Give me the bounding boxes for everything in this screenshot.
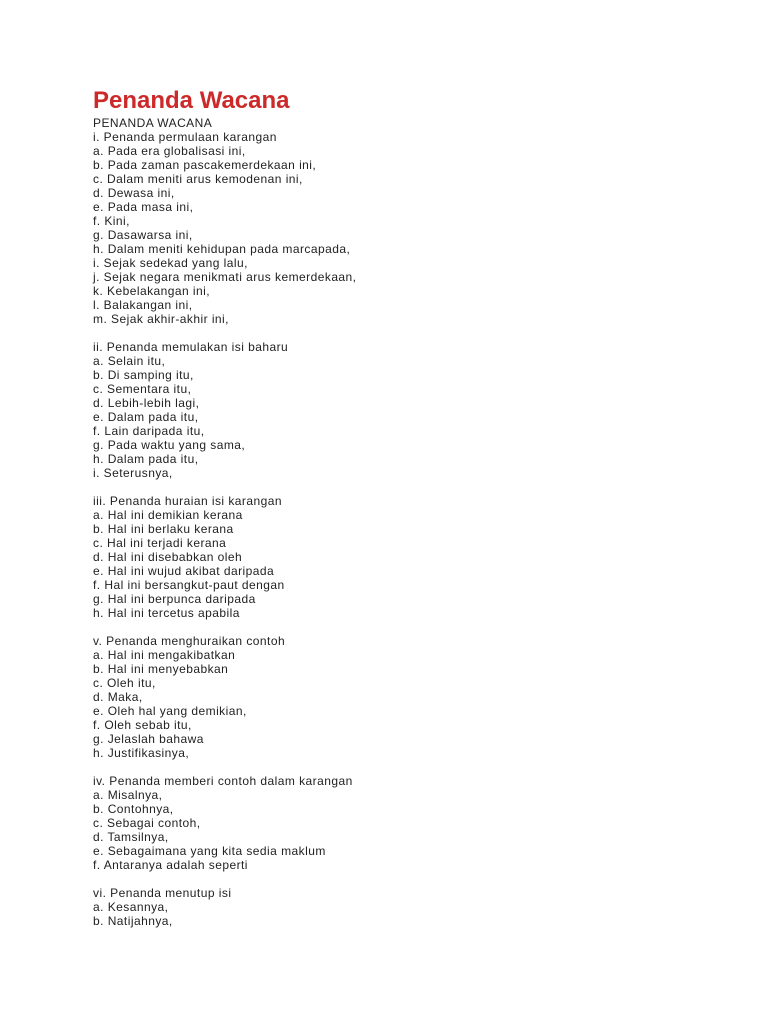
list-item: e. Pada masa ini,	[93, 200, 194, 214]
list-item: m. Sejak akhir-akhir ini,	[93, 312, 229, 326]
list-item: h. Dalam meniti kehidupan pada marcapada,	[93, 242, 351, 256]
list-item: b. Hal ini berlaku kerana	[93, 522, 234, 536]
list-item: f. Kini,	[93, 214, 130, 228]
section	[93, 774, 733, 872]
list-item: h. Justifikasinya,	[93, 746, 190, 760]
list-item: f. Lain daripada itu,	[93, 424, 205, 438]
list-item: d. Dewasa ini,	[93, 186, 175, 200]
list-item: b. Pada zaman pascakemerdekaan ini,	[93, 158, 317, 172]
list-item: b. Di samping itu,	[93, 368, 194, 382]
list-item: f. Hal ini bersangkut-paut dengan	[93, 578, 285, 592]
list-item: i. Seterusnya,	[93, 466, 173, 480]
list-item: a. Selain itu,	[93, 354, 166, 368]
section	[93, 340, 733, 480]
list-item: k. Kebelakangan ini,	[93, 284, 211, 298]
list-item: b. Contohnya,	[93, 802, 174, 816]
list-item: a. Pada era globalisasi ini,	[93, 144, 246, 158]
list-item: f. Antaranya adalah seperti	[93, 858, 248, 872]
section	[93, 130, 733, 326]
section-list	[93, 130, 733, 928]
list-item: i. Sejak sedekad yang lalu,	[93, 256, 248, 270]
list-item: b. Natijahnya,	[93, 914, 173, 928]
document-page	[93, 86, 733, 928]
list-item: c. Hal ini terjadi kerana	[93, 536, 227, 550]
list-item: a. Kesannya,	[93, 900, 169, 914]
document-body	[93, 116, 733, 928]
section-heading: v. Penanda menghuraikan contoh	[93, 634, 286, 648]
list-item: h. Hal ini tercetus apabila	[93, 606, 240, 620]
list-item: d. Hal ini disebabkan oleh	[93, 550, 243, 564]
list-item: h. Dalam pada itu,	[93, 452, 199, 466]
list-item: e. Oleh hal yang demikian,	[93, 704, 247, 718]
section-heading: i. Penanda permulaan karangan	[93, 130, 277, 144]
section	[93, 494, 733, 620]
section	[93, 634, 733, 760]
list-item: c. Oleh itu,	[93, 676, 156, 690]
list-item: g. Jelaslah bahawa	[93, 732, 204, 746]
list-item: c. Sementara itu,	[93, 382, 192, 396]
section-heading: ii. Penanda memulakan isi baharu	[93, 340, 289, 354]
list-item: e. Sebagaimana yang kita sedia maklum	[93, 844, 326, 858]
list-item: j. Sejak negara menikmati arus kemerdekaan,	[93, 270, 357, 284]
section-heading: vi. Penanda menutup isi	[93, 886, 232, 900]
list-item: b. Hal ini menyebabkan	[93, 662, 229, 676]
list-item: g. Dasawarsa ini,	[93, 228, 193, 242]
list-item: e. Hal ini wujud akibat daripada	[93, 564, 275, 578]
list-item: d. Maka,	[93, 690, 143, 704]
list-item: l. Balakangan ini,	[93, 298, 193, 312]
list-item: a. Hal ini demikian kerana	[93, 508, 243, 522]
section-heading: iii. Penanda huraian isi karangan	[93, 494, 282, 508]
list-item: g. Pada waktu yang sama,	[93, 438, 246, 452]
list-item: g. Hal ini berpunca daripada	[93, 592, 256, 606]
list-item: d. Lebih-lebih lagi,	[93, 396, 200, 410]
document-subtitle: PENANDA WACANA	[93, 116, 213, 130]
document-title: Penanda Wacana	[93, 87, 290, 114]
section	[93, 886, 733, 928]
list-item: a. Misalnya,	[93, 788, 163, 802]
section-heading: iv. Penanda memberi contoh dalam karangan	[93, 774, 353, 788]
list-item: c. Dalam meniti arus kemodenan ini,	[93, 172, 303, 186]
list-item: a. Hal ini mengakibatkan	[93, 648, 236, 662]
list-item: f. Oleh sebab itu,	[93, 718, 192, 732]
list-item: d. Tamsilnya,	[93, 830, 169, 844]
list-item: e. Dalam pada itu,	[93, 410, 199, 424]
list-item: c. Sebagai contoh,	[93, 816, 201, 830]
